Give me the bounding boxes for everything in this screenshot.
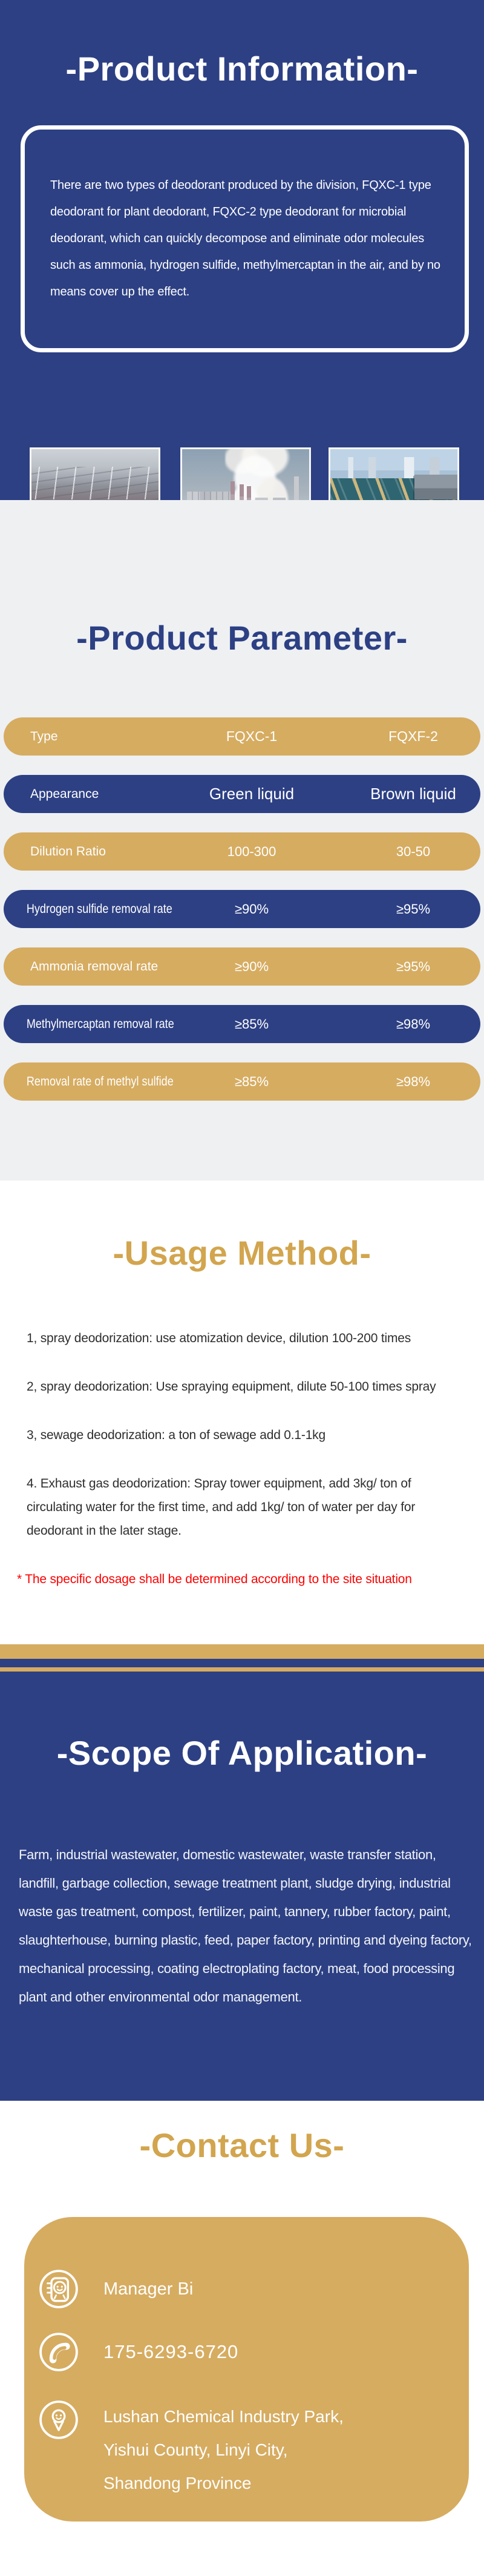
parameter-value-fqxc1: ≥90%	[234, 958, 269, 974]
parameter-label: Dilution Ratio	[30, 844, 106, 858]
parameter-label: Methylmercaptan removal rate	[26, 1016, 174, 1031]
parameter-value-fqxf2: FQXF-2	[388, 728, 438, 744]
parameter-table-row	[4, 1062, 480, 1101]
parameter-value-fqxf2: ≥98%	[396, 1016, 431, 1032]
parameter-label: Ammonia removal rate	[30, 959, 159, 973]
parameter-value-fqxf2: ≥95%	[396, 958, 431, 974]
section-product-parameter	[0, 500, 484, 1181]
scope-of-application-text: Farm, industrial wastewater, domestic wastewater, waste transfer station, landfill, garbage collection, sewage treatment plant, sludge drying, industrial waste gas treatment, compost, fertilizer, paint, tannery, rubber factory, paint, slaughterhouse, burning plastic, feed, paper factory, printing and dyeing factory, mechanical processing, coating electroplating factory, meat, food processing plant and other environmental odor management.	[19, 1847, 472, 2004]
parameter-value-fqxc1: 100-300	[227, 843, 276, 859]
parameter-table-row	[4, 775, 480, 813]
section-product-information	[0, 0, 484, 500]
parameter-value-fqxc1: ≥85%	[234, 1016, 269, 1032]
parameter-label: Hydrogen sulfide removal rate	[26, 901, 172, 916]
usage-dosage-note: * The specific dosage shall be determined according to the site situation	[17, 1572, 412, 1586]
parameter-table-row	[4, 947, 480, 986]
parameter-value-fqxc1: ≥90%	[234, 901, 269, 917]
parameter-value-fqxf2: 30-50	[396, 843, 431, 859]
divider-gold-band	[0, 1644, 484, 1659]
parameter-value-fqxc1: ≥85%	[234, 1073, 269, 1089]
product-description-box	[21, 125, 469, 352]
contact-address-line: Lushan Chemical Industry Park,	[103, 2407, 344, 2426]
section-scope-of-application	[0, 1672, 484, 2101]
parameter-value-fqxf2: ≥98%	[396, 1073, 431, 1089]
contact-manager-name: Manager Bi	[103, 2279, 194, 2299]
parameter-label: Type	[30, 729, 58, 743]
parameter-table-row	[4, 890, 480, 928]
section-usage-method	[0, 1181, 484, 1644]
contact-address-row	[38, 2399, 469, 2500]
location-pin-icon	[38, 2399, 80, 2441]
usage-method-item: 3, sewage deodorization: a ton of sewage add 0.1-1kg	[27, 1428, 325, 1442]
parameter-table-row	[4, 1005, 480, 1043]
contact-address-line: Yishui County, Linyi City,	[103, 2440, 288, 2459]
contact-phone-number: 175-6293-6720	[103, 2341, 239, 2362]
parameter-label: Removal rate of methyl sulfide	[26, 1074, 174, 1089]
contact-manager-row	[38, 2268, 469, 2310]
product-information-title: -Product Information-	[65, 50, 419, 88]
parameter-label: Appearance	[30, 786, 99, 801]
parameter-value-fqxf2: ≥95%	[396, 901, 431, 917]
product-parameter-title: -Product Parameter-	[76, 619, 408, 657]
parameter-value-fqxc1: FQXC-1	[226, 728, 278, 744]
parameter-table-row	[4, 717, 480, 756]
contact-phone-row	[38, 2331, 469, 2373]
contact-address-line: Shandong Province	[103, 2474, 252, 2492]
usage-method-item: 4. Exhaust gas deodorization: Spray tower equipment, add 3kg/ ton of circulating water for the first time, and add 1kg/ ton of water per day for deodorant in the later stage.	[27, 1477, 416, 1538]
parameter-table-row	[4, 832, 480, 871]
usage-method-title: -Usage Method-	[113, 1234, 371, 1272]
parameter-table	[4, 717, 480, 1101]
contact-card	[24, 2217, 469, 2522]
divider-blue-band	[0, 1659, 484, 1667]
contact-card-icon	[38, 2268, 80, 2310]
usage-method-list	[27, 1326, 457, 1543]
phone-icon	[38, 2331, 80, 2373]
usage-method-item: 1, spray deodorization: use atomization device, dilution 100-200 times	[27, 1331, 411, 1345]
usage-method-item: 2, spray deodorization: Use spraying equipment, dilute 50-100 times spray	[27, 1380, 436, 1394]
divider-gold-thin-line	[0, 1667, 484, 1672]
contact-us-title: -Contact Us-	[139, 2126, 345, 2164]
parameter-value-fqxc1: Green liquid	[209, 785, 295, 803]
contact-address	[103, 2400, 344, 2500]
parameter-value-fqxf2: Brown liquid	[370, 785, 456, 803]
section-contact-us	[0, 2101, 484, 2576]
product-description-text: There are two types of deodorant produced by the division, FQXC-1 type deodorant for plant deodorant, FQXC-2 type deodorant for microbial deodorant, which can quickly decompose and eliminate odor molecules such as ammonia, hydrogen sulfide, methylmercaptan in the air, and by no means cover up the effect.	[50, 179, 440, 298]
scope-of-application-title: -Scope Of Application-	[56, 1734, 428, 1772]
